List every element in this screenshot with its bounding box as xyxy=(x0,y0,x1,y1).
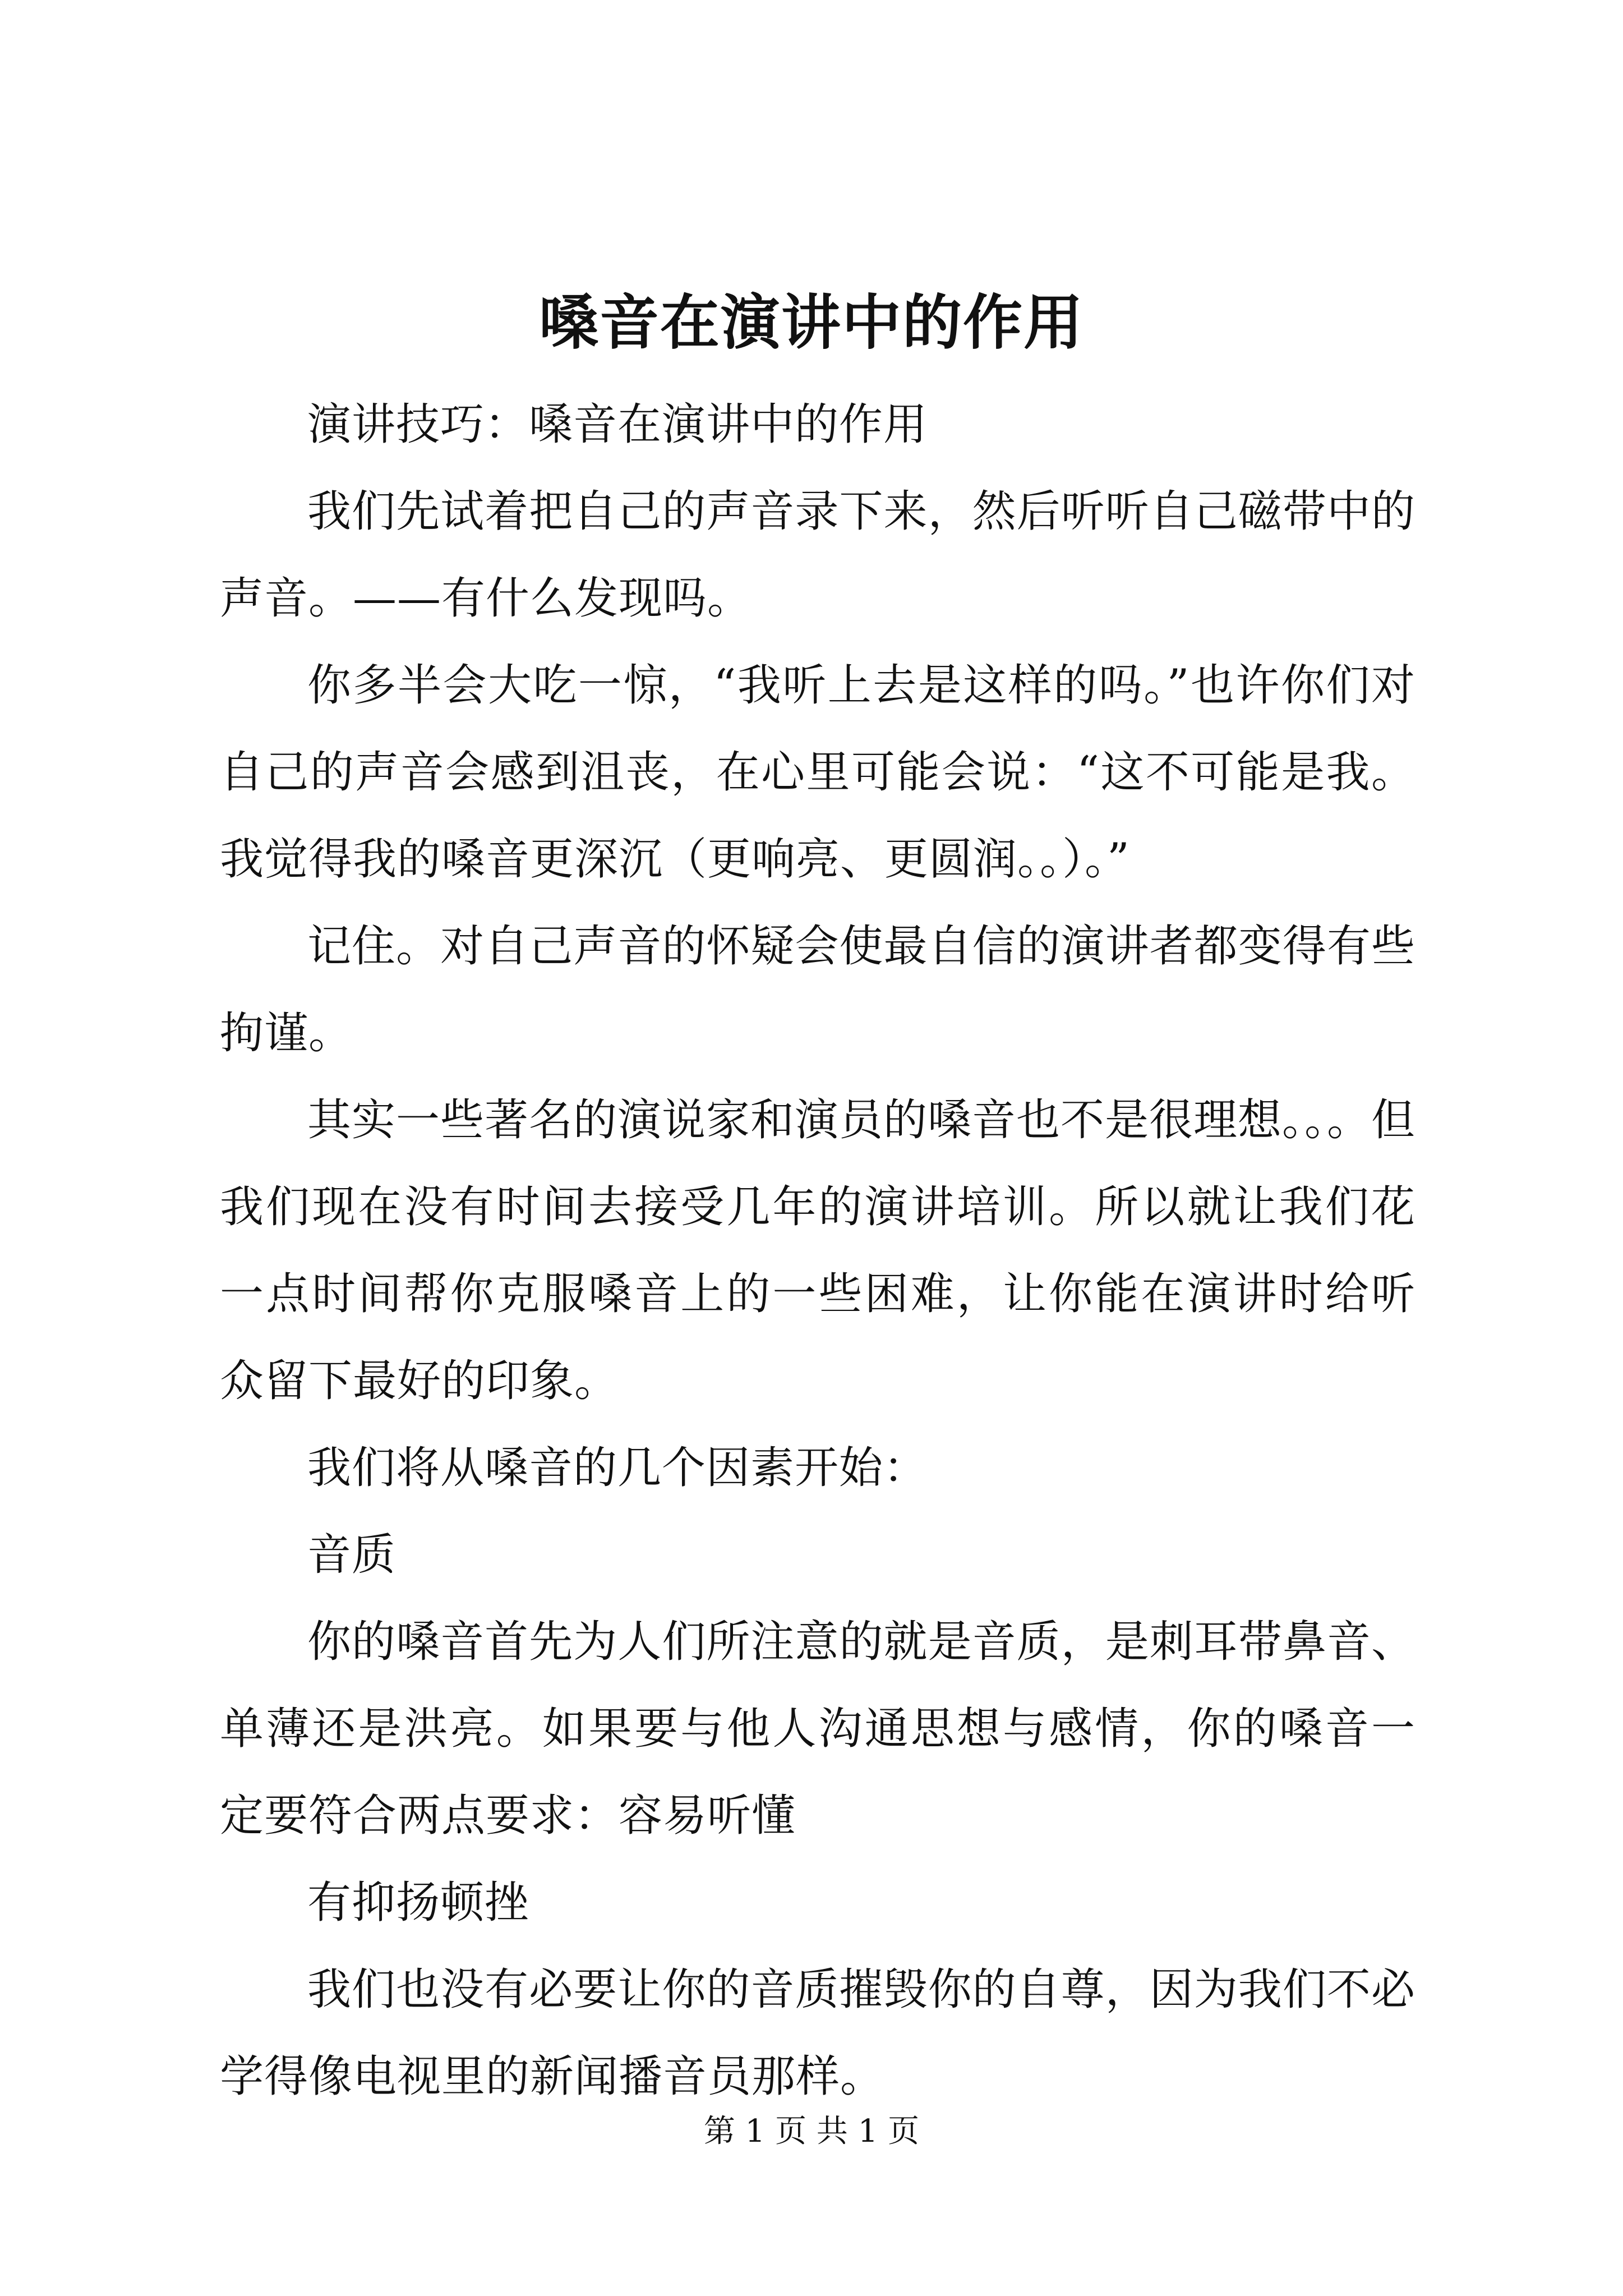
paragraph: 记住。对自己声音的怀疑会使最自信的演讲者都变得有些拘谨。 xyxy=(220,921,1415,1059)
paragraph: 我们将从嗓音的几个因素开始： xyxy=(307,1443,928,1493)
paragraph: 演讲技巧：嗓音在演讲中的作用 xyxy=(307,399,928,450)
page-number-footer: 第 1 页 共 1 页 xyxy=(703,2113,920,2150)
document-body xyxy=(220,381,1415,2120)
document-title: 嗓音在演讲中的作用 xyxy=(539,287,1084,357)
paragraph: 你多半会大吃一惊，“我听上去是这样的吗。”也许你们对自己的声音会感到沮丧，在心里可能会说：“这不可能是我。我觉得我的嗓音更深沉（更响亮、更圆润。。）。” xyxy=(220,660,1415,885)
paragraph: 你的嗓音首先为人们所注意的就是音质，是刺耳带鼻音、单薄还是洪亮。如果要与他人沟通思想与感情，你的嗓音一定要符合两点要求：容易听懂 xyxy=(220,1617,1415,1841)
section-heading: 音质 xyxy=(307,1530,396,1580)
paragraph: 有抑扬顿挫 xyxy=(307,1878,529,1928)
paragraph: 我们先试着把自己的声音录下来，然后听听自己磁带中的声音。——有什么发现吗。 xyxy=(220,486,1415,624)
paragraph: 其实一些著名的演说家和演员的嗓音也不是很理想。。。但我们现在没有时间去接受几年的演讲培训。所以就让我们花一点时间帮你克服嗓音上的一些困难，让你能在演讲时给听众留下最好的印象。 xyxy=(220,1095,1416,1406)
paragraph: 我们也没有必要让你的音质摧毁你的自尊，因为我们不必学得像电视里的新闻播音员那样。 xyxy=(220,1964,1415,2102)
